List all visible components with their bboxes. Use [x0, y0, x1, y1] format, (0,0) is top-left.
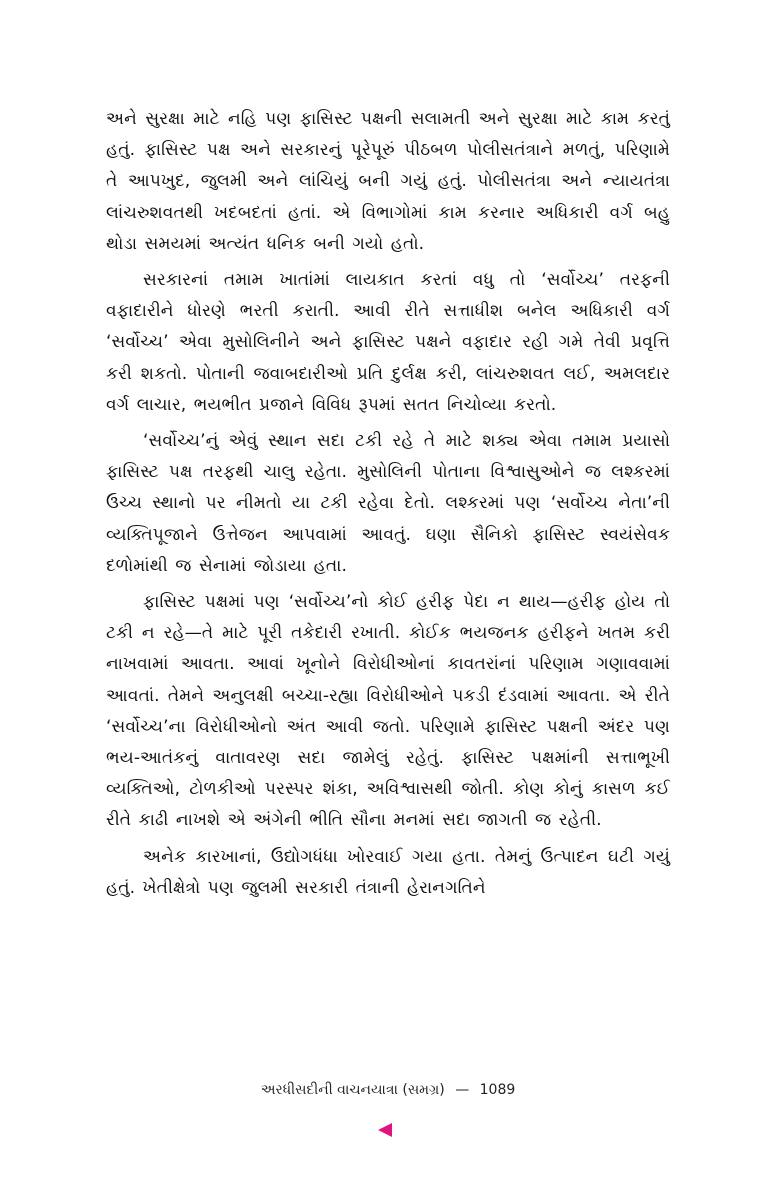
paragraph-3: ‘સર્વોચ્ચ’નું એવું સ્થાન સદા ટકી રહે તે માટે શક્ય એવા તમામ પ્રયાસો ફાસિસ્ટ પક્ષ તરફથી ચાલુ રહેતા. મુસોલિની પોતાના વિશ્વાસુઓને જ લશ્કરમાં ઉચ્ચ સ્થાનો પર નીમતો યા ટકી રહેવા દેતો. લશ્કરમાં પણ ‘સર્વોચ્ચ નેતા’ની વ્યક્તિપૂજાને ઉત્તેજન આપવામાં આવતું. ઘણા સૈનિકો ફાસિસ્ટ સ્વયંસેવક દળોમાંથી જ સેનામાં જોડાયા હતા. [106, 431, 670, 576]
page-number: 1089 [479, 1082, 516, 1098]
paragraph-5: અનેક કારખાનાં, ઉદ્યોગધંધા ખોરવાઈ ગયા હતા. તેમનું ઉત્પાદન ઘટી ગયું હતું. ખેતીક્ષેત્રો પણ જુલમી સરકારી તંત્રાની હેરાનગતિને [106, 846, 670, 898]
book-title: અરધીસદીની વાચનયાત્રા (સમગ્ર) [260, 1082, 445, 1098]
body-text [106, 104, 670, 904]
page-footer [0, 1080, 776, 1100]
previous-page-triangle-icon[interactable] [378, 1123, 392, 1137]
footer-separator: — [455, 1082, 470, 1098]
paragraph-2: સરકારનાં તમામ ખાતાંમાં લાયકાત કરતાં વધુ તો ‘સર્વોચ્ચ’ તરફની વફાદારીને ધોરણે ભરતી કરાતી. આવી રીતે સત્તાધીશ બનેલ અધિકારી વર્ગ ‘સર્વોચ્ચ’ એવા મુસોલિનીને અને ફાસિસ્ટ પક્ષને વફાદાર રહી ગમે તેવી પ્રવૃત્તિ કરી શકતો. પોતાની જવાબદારીઓ પ્રતિ દુર્લક્ષ કરી, લાંચરુશવત લઈ, અમલદાર વર્ગ લાચાર, ભયભીત પ્રજાને વિવિધ રૂપમાં સતત નિચોવ્યા કરતો. [106, 270, 670, 415]
paragraph-4: ફાસિસ્ટ પક્ષમાં પણ ‘સર્વોચ્ચ’નો કોઈ હરીફ પેદા ન થાય—હરીફ હોય તો ટકી ન રહે—તે માટે પૂરી તકેદારી રખાતી. કોઈક ભયજનક હરીફને ખતમ કરી નાખવામાં આવતા. આવાં ખૂનોને વિરોધીઓનાં કાવતરાંનાં પરિણામ ગણાવવામાં આવતાં. તેમને અનુલક્ષી બચ્ચા-રહ્યા વિરોધીઓને પકડી દંડવામાં આવતા. એ રીતે ‘સર્વોચ્ચ’ના વિરોધીઓનો અંત આવી જતો. પરિણામે ફાસિસ્ટ પક્ષની અંદર પણ ભય-આતંકનું વાતાવરણ સદા જામેલું રહેતું. ફાસિસ્ટ પક્ષમાંની સત્તાભૂખી વ્યક્તિઓ, ટોળકીઓ પરસ્પર શંકા, અવિશ્વાસથી જોતી. કોણ કોનું કાસળ કઈ રીતે કાઢી નાખશે એ અંગેની ભીતિ સૌના મનમાં સદા જાગતી જ રહેતી. [106, 592, 670, 831]
paragraph-1: અને સુરક્ષા માટે નહિ પણ ફાસિસ્ટ પક્ષની સલામતી અને સુરક્ષા માટે કામ કરતું હતું. ફાસિસ્ટ પક્ષ અને સરકારનું પૂરેપૂરું પીઠબળ પોલીસતંત્રાને મળતું, પરિણામે તે આપખુદ, જુલમી અને લાંચિયું બની ગયું હતું. પોલીસતંત્રા અને ન્યાયતંત્રા લાંચરુશવતથી ખદબદતાં હતાં. એ વિભાગોમાં કામ કરનાર અધિકારી વર્ગ બહુ થોડા સમયમાં અત્યંત ધનિક બની ગયો હતો. [106, 109, 670, 254]
